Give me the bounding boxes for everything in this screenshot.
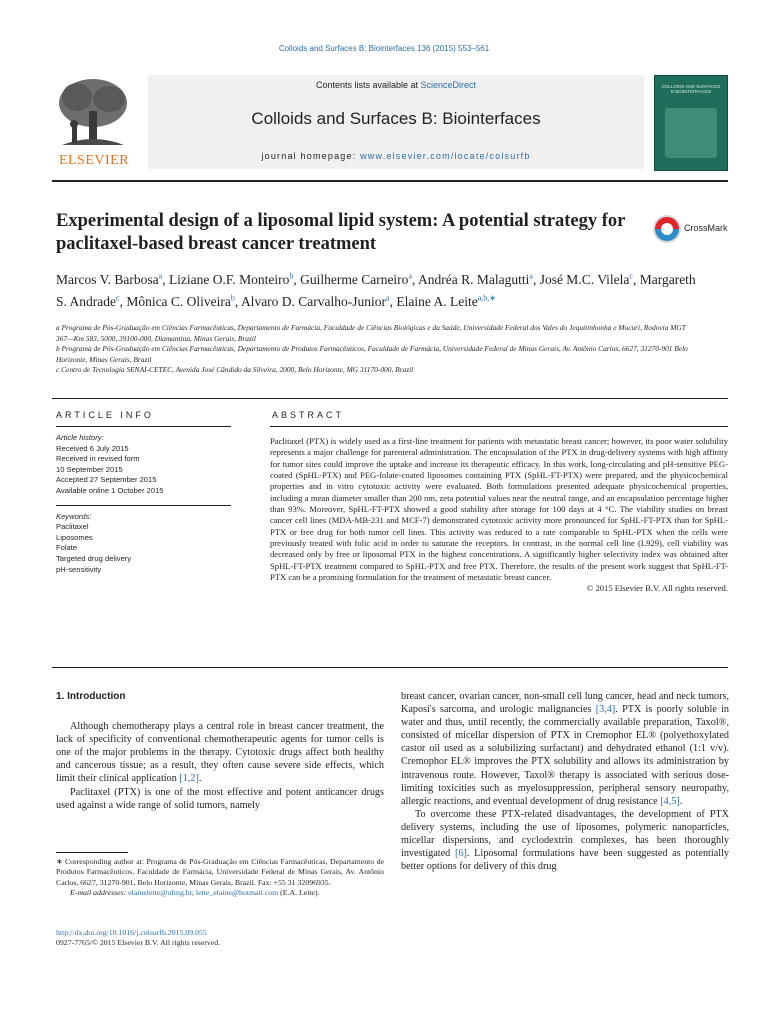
- affiliation-b: b Programa de Pós-Graduação em Ciências Farmacêuticas, Departamento de Produtos Farmacêuticos, Faculdade de Farmácia, Universidade Federal de Minas Gerais, Av. Antônio Carlos, 6627, 31270-901 Belo Horizonte, Minas Gerais, Brazil: [56, 344, 688, 364]
- history-item: Accepted 27 September 2015: [56, 475, 157, 485]
- paragraph-text: To overcome these PTX-related disadvantages, the development of PTX delivery systems, including the use of liposomes, polymeric nanoparticles, micellar dispersions, and cyclodextrin complexes, has been thoroughly investigated: [401, 808, 729, 860]
- article-info-column: [56, 426, 231, 575]
- corresponding-author-footnote: [56, 857, 384, 899]
- elsevier-wordmark: ELSEVIER: [58, 153, 130, 168]
- author-affiliation-link[interactable]: b: [230, 293, 235, 303]
- history-item: 10 September 2015: [56, 464, 123, 474]
- crossmark-label: CrossMark: [684, 223, 728, 233]
- history-item: Received 6 July 2015: [56, 443, 129, 453]
- keyword: Folate: [56, 543, 78, 553]
- abstract-column: [270, 426, 728, 595]
- cover-art: [665, 108, 717, 158]
- footnote-divider: [56, 852, 128, 853]
- keyword: Liposomes: [56, 532, 93, 542]
- author-affiliation-link[interactable]: a: [408, 271, 412, 280]
- issn-copyright: 0927-7765/© 2015 Elsevier B.V. All rights reserved.: [56, 938, 221, 948]
- author-affiliation-link[interactable]: a: [386, 293, 390, 303]
- author-name: Margareth S. Andrade: [56, 271, 696, 309]
- author-name: Alvaro D. Carvalho-Junior: [240, 294, 387, 309]
- paragraph-text: .: [198, 773, 202, 785]
- body-column-right: [401, 690, 729, 873]
- contents-prefix: Contents lists available at: [315, 80, 421, 90]
- journal-citation-line[interactable]: Colloids and Surfaces B: Biointerfaces 136 (2015) 553–561: [278, 44, 490, 53]
- author: [56, 272, 169, 287]
- article-title: Experimental design of a liposomal lipid system: A potential strategy for paclitaxel-based breast cancer treatment: [56, 211, 626, 254]
- email-owner: (E.A. Leite).: [278, 888, 320, 898]
- keywords-label: Keywords:: [56, 511, 92, 521]
- author: [418, 272, 540, 287]
- abstract-heading: ABSTRACT: [272, 410, 345, 420]
- author-separator: ,: [632, 271, 640, 287]
- affiliation-c: c Centro de Tecnologia SENAI-CETEC, Avenida José Cândido da Silveira, 2000, Belo Horizonte, MG 31170-000, Brazil: [56, 365, 414, 374]
- sciencedirect-link[interactable]: ScienceDirect: [420, 80, 477, 90]
- author-name: Elaine A. Leite: [396, 294, 478, 309]
- abstract-bottom-divider: [52, 667, 728, 668]
- keyword: Paclitaxel: [56, 522, 89, 532]
- author: [126, 294, 241, 309]
- author-affiliation-link[interactable]: c: [116, 293, 120, 303]
- author-name: Mônica C. Oliveira: [126, 294, 231, 309]
- author-name: Guilherme Carneiro: [300, 271, 409, 287]
- keyword: pH-sensitivity: [56, 564, 102, 574]
- email-link[interactable]: elaineleite@ufmg.br: [128, 888, 192, 898]
- paragraph: Paclitaxel (PTX) is one of the most effective and potent anticancer drugs used against a wide range of solid tumors, namely: [56, 786, 384, 811]
- keyword: Targeted drug delivery: [56, 553, 132, 563]
- abstract-text: Paclitaxel (PTX) is widely used as a first-line treatment for patients with metastatic breast cancer; however, its poor water solubility represents a major challenge for parenteral administration. The encapsulation of the PTX in drug-delivery systems with high affinity for tumor sites could improve the uptake and increase its therapeutic efficacy. In this work, long-circulating and pH-sensitive PEG-coated (SpHL-PTX) and PEG-folate-coated liposomes containing PTX (SpHL-FT-PTX) were prepared, and the physicochemical properties and in vitro cytotoxic activity were evaluated. Both formulations presented adequate physicochemical properties, including a mean diameter smaller than 200 nm, zeta potential values near the neutral range, and an encapsulation percentage higher than 93%. Moreover, SpHL-FT-PTX showed a good stability after storage for 100 days at 4 °C. The viability studies on breast cancer cell lines (MDA-MB-231 and MCF-7) demonstrated cytotoxic activity more pronounced for SpHL-FT-PTX than for SpHL-PTX or free drug for both tumor cell lines. This activity was reduced to a rate comparable to SpHL-PTX when the cells were previously treated with folic acid in order to saturate the receptors. In contrast, in the normal cell line (L929), cell viability was decreased only by free or liposomal PTX in the highest concentrations. A significantly higher selectivity index was obtained after SpHL-FT-PTX treatment compared to SpHL-PTX and free PTX. Therefore, the results of the present work suggest that SpHL-FT-PTX can be a promising formulation for the treatment of metastatic breast cancer.: [270, 436, 728, 583]
- email-label: E-mail addresses:: [70, 888, 129, 898]
- history-item: Received in revised form: [56, 454, 140, 464]
- abstract-copyright: © 2015 Elsevier B.V. All rights reserved.: [586, 583, 728, 594]
- paragraph: [401, 808, 729, 873]
- paragraph-text: . Liposomal formulations have been suggested as potentially better options for delivery of this drug: [401, 848, 729, 873]
- journal-header-band: [148, 75, 644, 169]
- author-affiliation-link[interactable]: b: [289, 271, 294, 280]
- article-info-heading: ARTICLE INFO: [56, 410, 154, 420]
- author-separator: ,: [412, 271, 419, 287]
- paragraph-text: breast cancer, ovarian cancer, non-small cell lung cancer, head and neck tumors, Kaposi's sarcoma, and urologic malignancies: [401, 691, 729, 716]
- masthead-divider: [52, 180, 728, 182]
- keywords-block: [56, 506, 231, 576]
- elsevier-tree-logo: [52, 75, 134, 169]
- paragraph-text: .: [679, 795, 683, 807]
- tree-icon: [52, 75, 134, 149]
- affiliation-a: a Programa de Pós-Graduação em Ciências Farmacêuticas, Departamento de Farmácia, Faculdade de Ciências Biológicas e da Saúde, Universidade Federal dos Vales do Jequitinhonha e Mucuri, Rodovia MGT 367—Km 583, 5000, 39100-000, Diamantina, Minas Gerais, Brazil: [56, 323, 686, 343]
- citation-link[interactable]: [3,4]: [595, 704, 616, 716]
- crossmark-icon: [652, 214, 682, 244]
- author: [540, 272, 640, 287]
- paragraph: [56, 720, 384, 785]
- author-affiliation-link[interactable]: c: [629, 271, 633, 280]
- history-item: Available online 1 October 2015: [56, 485, 164, 495]
- homepage-prefix: journal homepage:: [261, 151, 361, 161]
- citation-link[interactable]: [6]: [454, 848, 467, 860]
- author: [241, 294, 396, 309]
- journal-name: Colloids and Surfaces B: Biointerfaces: [251, 109, 541, 128]
- section-heading-introduction: 1. Introduction: [56, 691, 126, 702]
- author-separator: ,: [234, 294, 241, 309]
- doi-block: [56, 928, 384, 949]
- author-separator: ,: [389, 294, 397, 309]
- author-name: Liziane O.F. Monteiro: [168, 271, 290, 287]
- email-separator: ,: [192, 888, 196, 898]
- cover-title: COLLOIDS AND SURFACES B BIOINTERFACES: [661, 84, 721, 95]
- author-separator: ,: [532, 271, 540, 287]
- author-name: José M.C. Vilela: [539, 271, 630, 287]
- article-history: [56, 427, 231, 497]
- paragraph-text: . PTX is poorly soluble in water and thus, until recently, the commercially available preparation, Taxol®, consisted of micellar dispersion of PTX in Cremophor EL® (polyethoxylated castor oil used as a solubilizing surfactant) and dehydrated ethanol (1:1 v/v). Cremophor EL® improves the PTX solubility and allows its administration by intravenous route. However, Taxol® therapy is associated with serious dose-limiting toxicities such as myelosuppression, peripheral sensory neuropathy, allergic reactions, and eventual development of drug resistance: [401, 704, 729, 807]
- journal-homepage-line: [148, 151, 644, 161]
- body-column-left: [56, 690, 384, 812]
- author-separator: ,: [162, 271, 169, 287]
- paragraph-text: Although chemotherapy plays a central role in breast cancer treatment, the lack of specificity of conventional chemotherapeutic agents for tumor cells is one of the major problems in the therapy. Cytotoxic drugs affect both healthy and cancerous tissue; as a result, they often cause severe side effects, which limit their clinical application: [56, 721, 384, 785]
- section-divider: [52, 398, 728, 399]
- author-affiliation-link[interactable]: a,b,∗: [477, 293, 496, 303]
- author-name: Marcos V. Barbosa: [56, 271, 159, 287]
- citation-link[interactable]: [4,5]: [660, 795, 680, 807]
- citation-link[interactable]: [1,2]: [179, 773, 199, 785]
- author-name: Andréa R. Malagutti: [418, 271, 530, 287]
- journal-masthead: [52, 75, 728, 172]
- affiliation-list: [56, 323, 696, 376]
- footnote-text: ∗ Corresponding author at: Programa de Pós-Graduação em Ciências Farmacêuticas, Departamento de Produtos Farmacêuticos, Faculdade de Farmácia, Universidade Federal de Minas Gerais, Av. Antônio Carlos, 6627, 31270-901, Belo Horizonte, Minas Gerais, Brazil. Fax: +55 31 32096935.: [56, 857, 384, 887]
- author-separator: ,: [119, 294, 127, 309]
- author: [169, 272, 300, 287]
- paragraph: [401, 690, 729, 808]
- author: [300, 272, 418, 287]
- author-separator: ,: [293, 271, 301, 287]
- email-link[interactable]: leite_elaine@hotmail.com: [195, 888, 279, 898]
- email-line: [56, 888, 384, 898]
- crossmark-badge[interactable]: [652, 214, 732, 244]
- author-list: [56, 266, 696, 311]
- author-affiliation-link[interactable]: a: [158, 271, 163, 280]
- author-affiliation-link[interactable]: a: [529, 271, 533, 280]
- contents-line: [148, 80, 644, 90]
- journal-cover-thumbnail[interactable]: [654, 75, 728, 171]
- doi-link[interactable]: http://dx.doi.org/10.1016/j.colsurfb.2015.09.055: [56, 928, 207, 937]
- author: [396, 294, 496, 309]
- history-label: Article history:: [56, 433, 104, 442]
- journal-homepage-link[interactable]: www.elsevier.com/locate/colsurfb: [360, 151, 531, 161]
